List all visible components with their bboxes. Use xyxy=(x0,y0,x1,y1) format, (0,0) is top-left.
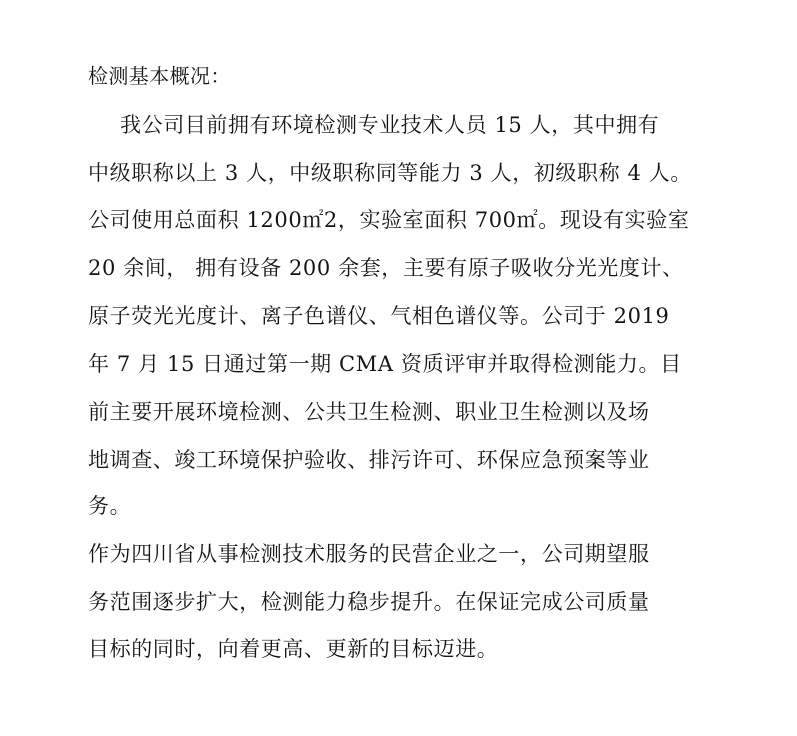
paragraph-1-line-3: 公司使用总面积 1200㎡2，实验室面积 700㎡。现设有实验室 xyxy=(88,208,690,232)
paragraph-1-line-9: 务。 xyxy=(88,494,132,518)
paragraph-1-line-5: 原子荧光光度计、离子色谱仪、气相色谱仪等。公司于 2019 xyxy=(88,304,670,328)
paragraph-1-line-4: 20 余间， 拥有设备 200 余套，主要有原子吸收分光光度计、 xyxy=(88,256,684,280)
paragraph-1-line-2: 中级职称以上 3 人，中级职称同等能力 3 人，初级职称 4 人。 xyxy=(88,161,692,185)
paragraph-1-line-6: 年 7 月 15 日通过第一期 CMA 资质评审并取得检测能力。目 xyxy=(88,352,682,376)
section-heading: 检测基本概况： xyxy=(88,64,231,88)
paragraph-1-line-8: 地调查、竣工环境保护验收、排污许可、环保应急预案等业 xyxy=(88,448,650,472)
paragraph-2-line-3: 目标的同时，向着更高、更新的目标迈进。 xyxy=(88,637,499,661)
paragraph-1-line-1: 我公司目前拥有环境检测专业技术人员 15 人，其中拥有 xyxy=(120,113,660,137)
paragraph-2-line-1: 作为四川省从事检测技术服务的民营企业之一，公司期望服 xyxy=(88,542,650,566)
paragraph-1-line-7: 前主要开展环境检测、公共卫生检测、职业卫生检测以及场 xyxy=(88,400,650,424)
paragraph-2-line-2: 务范围逐步扩大，检测能力稳步提升。在保证完成公司质量 xyxy=(88,590,650,614)
